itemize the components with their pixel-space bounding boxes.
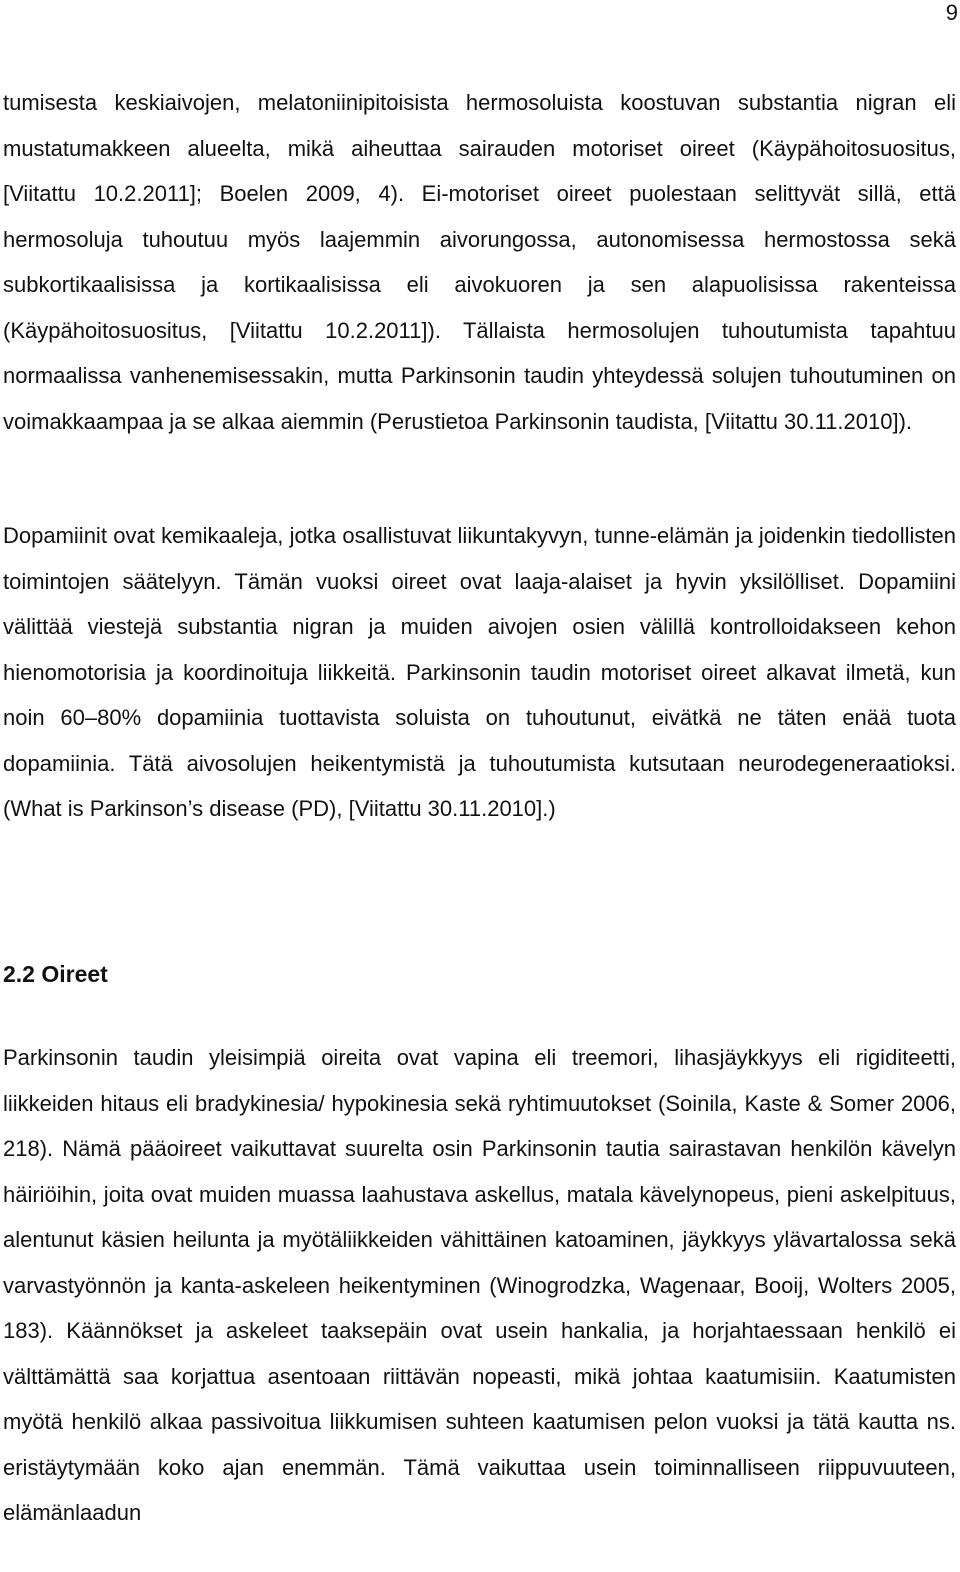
paragraph-motor-symptoms-origin: tumisesta keskiaivojen, melatoniinipitoisista hermosoluista koostuvan substantia nigran eli mustatumakkeen alueelta, mikä aiheuttaa sairauden motoriset oireet (Käypähoitosuositus, [Viitattu 10.2.2011]; Boelen 2009, 4). Ei-motoriset oireet puolestaan selittyvät sillä, että hermosoluja tuhoutuu myös laajemmin aivorungossa, autonomisessa hermostossa sekä subkortikaalisissa ja kortikaalisissa eli aivokuoren ja sen alapuolisissa rakenteissa (Käypähoitosuositus, [Viitattu 10.2.2011]). Tällaista hermosolujen tuhoutumista tapahtuu normaalissa vanhenemisessakin, mutta Parkinsonin taudin yhteydessä solujen tuhoutuminen on voimakkaampaa ja se alkaa aiemmin (Perustietoa Parkinsonin taudista, [Viitattu 30.11.2010]). bbox=[3, 90, 956, 434]
section-heading: 2.2 Oireet bbox=[3, 961, 108, 987]
paragraph-dopamine: Dopamiinit ovat kemikaaleja, jotka osallistuvat liikuntakyvyn, tunne-elämän ja joidenkin tiedollisten toimintojen säätelyyn. Tämän vuoksi oireet ovat laaja-alaiset ja hyvin yksilölliset. Dopamiini välittää viestejä substantia nigran ja muiden aivojen osien välillä kontrolloidakseen kehon hienomotorisia ja koordinoituja liikkeitä. Parkinsonin taudin motoriset oireet alkavat ilmetä, kun noin 60–80% dopamiinia tuottavista soluista on tuhoutunut, eivätkä ne täten enää tuota dopamiinia. Tätä aivosolujen heikentymistä ja tuhoutumista kutsutaan neurodegeneraatioksi. (What is Parkinson’s disease (PD), [Viitattu 30.11.2010].) bbox=[3, 523, 956, 821]
page-number: 9 bbox=[945, 0, 958, 25]
paragraph-symptoms: Parkinsonin taudin yleisimpiä oireita ovat vapina eli treemori, lihasjäykkyys eli rigiditeetti, liikkeiden hitaus eli bradykinesia/ hypokinesia sekä ryhtimuutokset (Soinila, Kaste & Somer 2006, 218). Nämä pääoireet vaikuttavat suurelta osin Parkinsonin tautia sairastavan henkilön kävelyn häiriöihin, joita ovat muiden muassa laahustava askellus, matala kävelynopeus, pieni askelpituus, alentunut käsien heilunta ja myötäliikkeiden vähittäinen katoaminen, jäykkyys ylävartalossa sekä varvastyönnön ja kanta-askeleen heikentyminen (Winogrodzka, Wagenaar, Booij, Wolters 2005, 183). Käännökset ja askeleet taaksepäin ovat usein hankalia, ja horjahtaessaan henkilö ei välttämättä saa korjattua asentoaan riittävän nopeasti, mikä johtaa kaatumisiin. Kaatumisten myötä henkilö alkaa passivoitua liikkumisen suhteen kaatumisen pelon vuoksi ja tätä kautta ns. eristäytymään koko ajan enemmän. Tämä vaikuttaa usein toiminnalliseen riippuvuuteen, elämänlaadun bbox=[3, 1045, 956, 1525]
